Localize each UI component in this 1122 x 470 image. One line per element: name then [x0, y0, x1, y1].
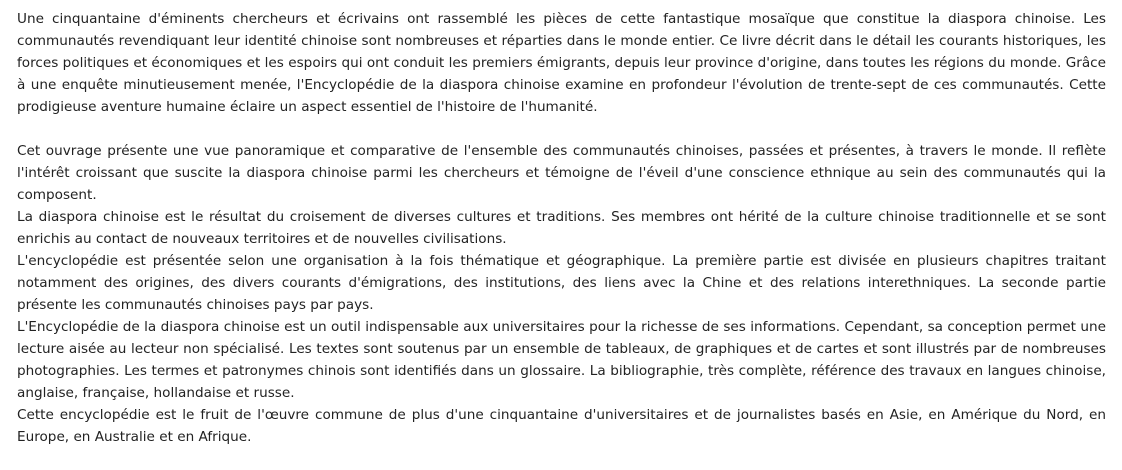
organisation-paragraph: L'encyclopédie est présentée selon une organisation à la fois thématique et géographique. La première partie est divisée en plusieurs chapitres traitant notamment des origines, des divers courants d'émigrations, des institutions, des liens avec la Chine et des relations interethniques. La seconde partie présente les communautés chinoises pays par pays. [17, 253, 1106, 313]
book-description [17, 8, 1106, 448]
usefulness-paragraph: L'Encyclopédie de la diaspora chinoise est un outil indispensable aux universitaires pour la richesse de ses informations. Cependant, sa conception permet une lecture aisée au lecteur non spécialisé. Les textes sont soutenus par un ensemble de tableaux, de graphiques et de cartes et sont illustrés par de nombreuses photographies. Les termes et patronymes chinois sont identifiés dans un glossaire. La bibliographie, très complète, référence des travaux en langues chinoise, anglaise, française, hollandaise et russe. [17, 319, 1106, 401]
culture-paragraph: La diaspora chinoise est le résultat du croisement de diverses cultures et traditions. Ses membres ont hérité de la culture chinoise traditionnelle et se sont enrichis au contact de nouveaux territoires et de nouvelles civilisations. [17, 209, 1106, 247]
overview-paragraph: Cet ouvrage présente une vue panoramique et comparative de l'ensemble des communautés chinoises, passées et présentes, à travers le monde. Il reflète l'intérêt croissant que suscite la diaspora chinoise parmi les chercheurs et témoigne de l'éveil d'une conscience ethnique au sein des communautés qui la composent. [17, 143, 1106, 203]
authors-paragraph: Cette encyclopédie est le fruit de l'œuvre commune de plus d'une cinquantaine d'universitaires et de journalistes basés en Asie, en Amérique du Nord, en Europe, en Australie et en Afrique. [17, 407, 1106, 445]
intro-paragraph: Une cinquantaine d'éminents chercheurs et écrivains ont rassemblé les pièces de cette fantastique mosaïque que constitue la diaspora chinoise. Les communautés revendiquant leur identité chinoise sont nombreuses et réparties dans le monde entier. Ce livre décrit dans le détail les courants historiques, les forces politiques et économiques et les espoirs qui ont conduit les premiers émigrants, depuis leur province d'origine, dans toutes les régions du monde. Grâce à une enquête minutieusement menée, l'Encyclopédie de la diaspora chinoise examine en profondeur l'évolution de trente-sept de ces communautés. Cette prodigieuse aventure humaine éclaire un aspect essentiel de l'histoire de l'humanité. [17, 11, 1106, 115]
paragraph-gap [17, 118, 1106, 140]
